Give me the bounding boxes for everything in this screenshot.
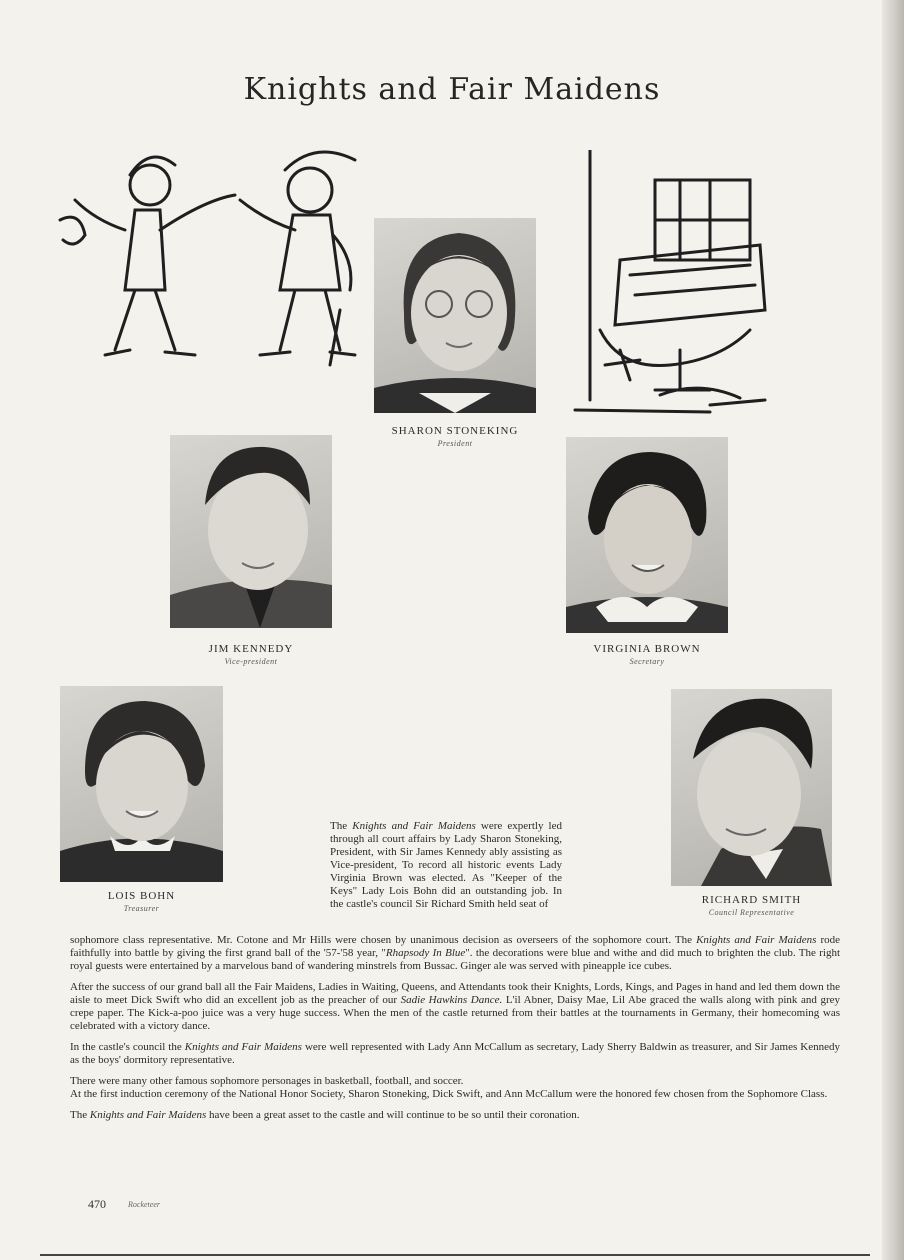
text-run: The bbox=[70, 1109, 90, 1121]
article-body bbox=[70, 934, 840, 1130]
text-run: were expertly led through all court affairs by Lady Sharon Stoneking, President, with Sir James Kennedy ably assisting as Vice-president, To record all historic events Lady Virginia Brown was elected. As "Keeper of the Keys" Lady Lois Bohn did an outstanding job. In the castle's council Sir Richard Smith held seat of bbox=[330, 820, 562, 910]
caption-jim-kennedy bbox=[170, 643, 332, 666]
photo-jim-kennedy bbox=[170, 435, 332, 628]
text-run: L'il Abner, Daisy Mae, Lil Abe graced the walls along with pink and grey crepe paper. The Kick-a-poo juice was a very huge success. When the men of the castle returned from their battles at the tournaments in Germany, their homecoming was celebrated with a victory dance. bbox=[70, 994, 841, 1032]
club-name-italic: Knights and Fair Maidens bbox=[352, 820, 476, 832]
text-run: sophomore class representative. Mr. Cotone and Mr Hills were chosen by unanimous decision as overseers of the sophomore court. The bbox=[70, 934, 697, 946]
article-paragraph bbox=[70, 981, 840, 1033]
photo-lois-bohn bbox=[60, 686, 223, 882]
article-paragraph: There were many other famous sophomore personages in basketball, football, and soccer. bbox=[70, 1075, 464, 1087]
caption-virginia-brown bbox=[566, 643, 728, 666]
event-name-italic: Rhapsody In Blue bbox=[385, 947, 466, 959]
castle-cartoon-illustration bbox=[560, 150, 775, 430]
text-run: have been a great asset to the castle and will continue to be so until their coronation. bbox=[206, 1109, 580, 1121]
officer-name: JIM KENNEDY bbox=[208, 643, 294, 655]
text-run: were well represented with Lady Ann McCallum as secretary, Lady Sherry Baldwin as treasurer, and Sir James Kennedy as the boys' dormitory representative. bbox=[70, 1041, 840, 1066]
footer-publication-name: Rocketeer bbox=[128, 1200, 160, 1209]
caption-sharon-stoneking bbox=[364, 425, 546, 448]
officer-role: Council Representative bbox=[708, 908, 795, 917]
photo-virginia-brown bbox=[566, 437, 728, 633]
text-run: In the castle's council the bbox=[70, 1041, 185, 1053]
text-run: rode faithfully into battle by giving the first grand ball of the '57-'58 year, " bbox=[70, 934, 841, 959]
club-name-italic: Knights and Fair Maidens bbox=[184, 1041, 302, 1053]
article-paragraph: At the first induction ceremony of the National Honor Society, Sharon Stoneking, Dick Swift, and Ann McCallum were the honored few chosen from the Sophomore Class. bbox=[70, 1088, 828, 1100]
caption-lois-bohn bbox=[60, 890, 223, 913]
club-name-italic: Knights and Fair Maidens bbox=[89, 1109, 207, 1121]
article-paragraph bbox=[70, 1041, 840, 1067]
officer-role: Treasurer bbox=[123, 904, 160, 913]
event-name-italic: Sadie Hawkins Dance. bbox=[400, 994, 503, 1006]
photo-richard-smith bbox=[671, 689, 832, 886]
club-name-italic: Knights and Fair Maidens bbox=[696, 934, 817, 946]
text-run: ". the decorations were blue and withe and did much to brighten the club. The right royal guests were entertained by a marvelous band of wandering minstrels from Bussac. Ginger ale was served with pineapple ice cubes. bbox=[70, 947, 841, 972]
officer-role: Vice-president bbox=[224, 657, 278, 666]
text-run: The bbox=[330, 820, 353, 832]
article-paragraph bbox=[70, 1109, 840, 1122]
officer-name: RICHARD SMITH bbox=[701, 894, 802, 906]
officer-name: SHARON STONEKING bbox=[391, 425, 519, 437]
article-paragraph bbox=[70, 934, 840, 973]
officer-role: President bbox=[437, 439, 473, 448]
text-run: After the success of our grand ball all the Fair Maidens, Ladies in Waiting, Queens, and Attendants took their Knights, Lords, Kings, and Pages in hand and led them down the aisle to meet Dick Swift who did an excellent job as the preacher of our bbox=[70, 981, 840, 1006]
officer-name: LOIS BOHN bbox=[107, 890, 176, 902]
photo-sharon-stoneking bbox=[374, 218, 536, 413]
knights-cartoon-illustration bbox=[55, 140, 360, 370]
officer-role: Secretary bbox=[629, 657, 665, 666]
caption-richard-smith bbox=[671, 894, 832, 917]
officer-name: VIRGINIA BROWN bbox=[593, 643, 701, 655]
page-title: Knights and Fair Maidens bbox=[243, 72, 661, 107]
page-number: 470 bbox=[88, 1197, 106, 1211]
bottom-rule bbox=[40, 1254, 870, 1256]
page-edge-shadow bbox=[882, 0, 904, 1260]
article-intro bbox=[330, 820, 562, 911]
